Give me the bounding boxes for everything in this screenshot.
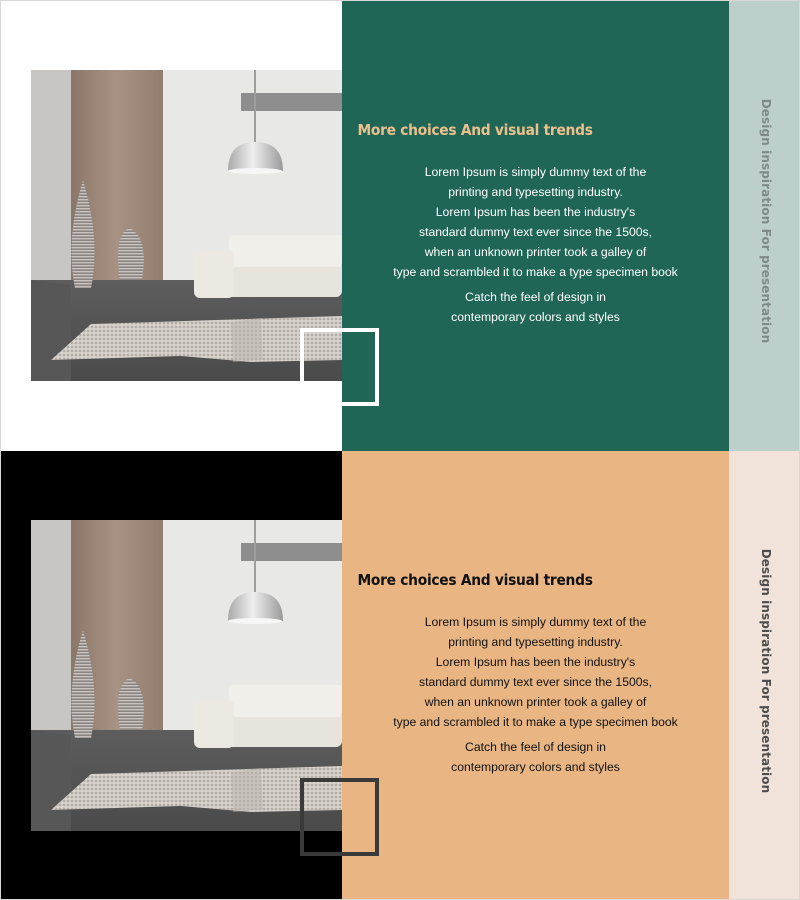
interior-photo: [31, 70, 342, 381]
slide-title: More choices And visual trends: [357, 121, 593, 139]
vertical-caption: [751, 1, 781, 451]
slide-light: [1, 1, 800, 451]
text-panel: [342, 1, 729, 451]
tagline-line: Catch the feel of design in: [465, 740, 606, 754]
slide-title: More choices And visual trends: [357, 571, 593, 589]
body-line: printing and typesetting industry.: [448, 185, 623, 199]
body-line: Lorem Ipsum has been the industry's: [435, 205, 636, 219]
slide-dark: [1, 451, 800, 900]
body-line: type and scrambled it to make a type specimen book: [393, 715, 678, 729]
vertical-caption: [751, 451, 781, 900]
body-line: standard dummy text ever since the 1500s,: [418, 675, 653, 689]
tagline-line: Catch the feel of design in: [465, 290, 606, 304]
interior-photo: [31, 520, 342, 831]
tagline-line: contemporary colors and styles: [451, 310, 620, 324]
tagline: [342, 287, 729, 327]
vertical-caption-text: Design inspiration For presentation: [759, 98, 773, 344]
body-line: when an unknown printer took a galley of: [424, 695, 647, 709]
body-line: Lorem Ipsum has been the industry's: [435, 655, 636, 669]
decorative-square: [300, 778, 379, 856]
body-paragraph: [342, 612, 729, 732]
tagline: [342, 737, 729, 777]
body-paragraph: [342, 162, 729, 282]
body-line: Lorem Ipsum is simply dummy text of the: [424, 615, 647, 629]
body-line: when an unknown printer took a galley of: [424, 245, 647, 259]
decorative-square: [300, 328, 379, 406]
text-panel: [342, 451, 729, 900]
body-line: standard dummy text ever since the 1500s,: [418, 225, 653, 239]
vertical-caption-text: Design inspiration For presentation: [759, 548, 773, 794]
body-line: printing and typesetting industry.: [448, 635, 623, 649]
body-line: Lorem Ipsum is simply dummy text of the: [424, 165, 647, 179]
tagline-line: contemporary colors and styles: [451, 760, 620, 774]
body-line: type and scrambled it to make a type specimen book: [393, 265, 678, 279]
